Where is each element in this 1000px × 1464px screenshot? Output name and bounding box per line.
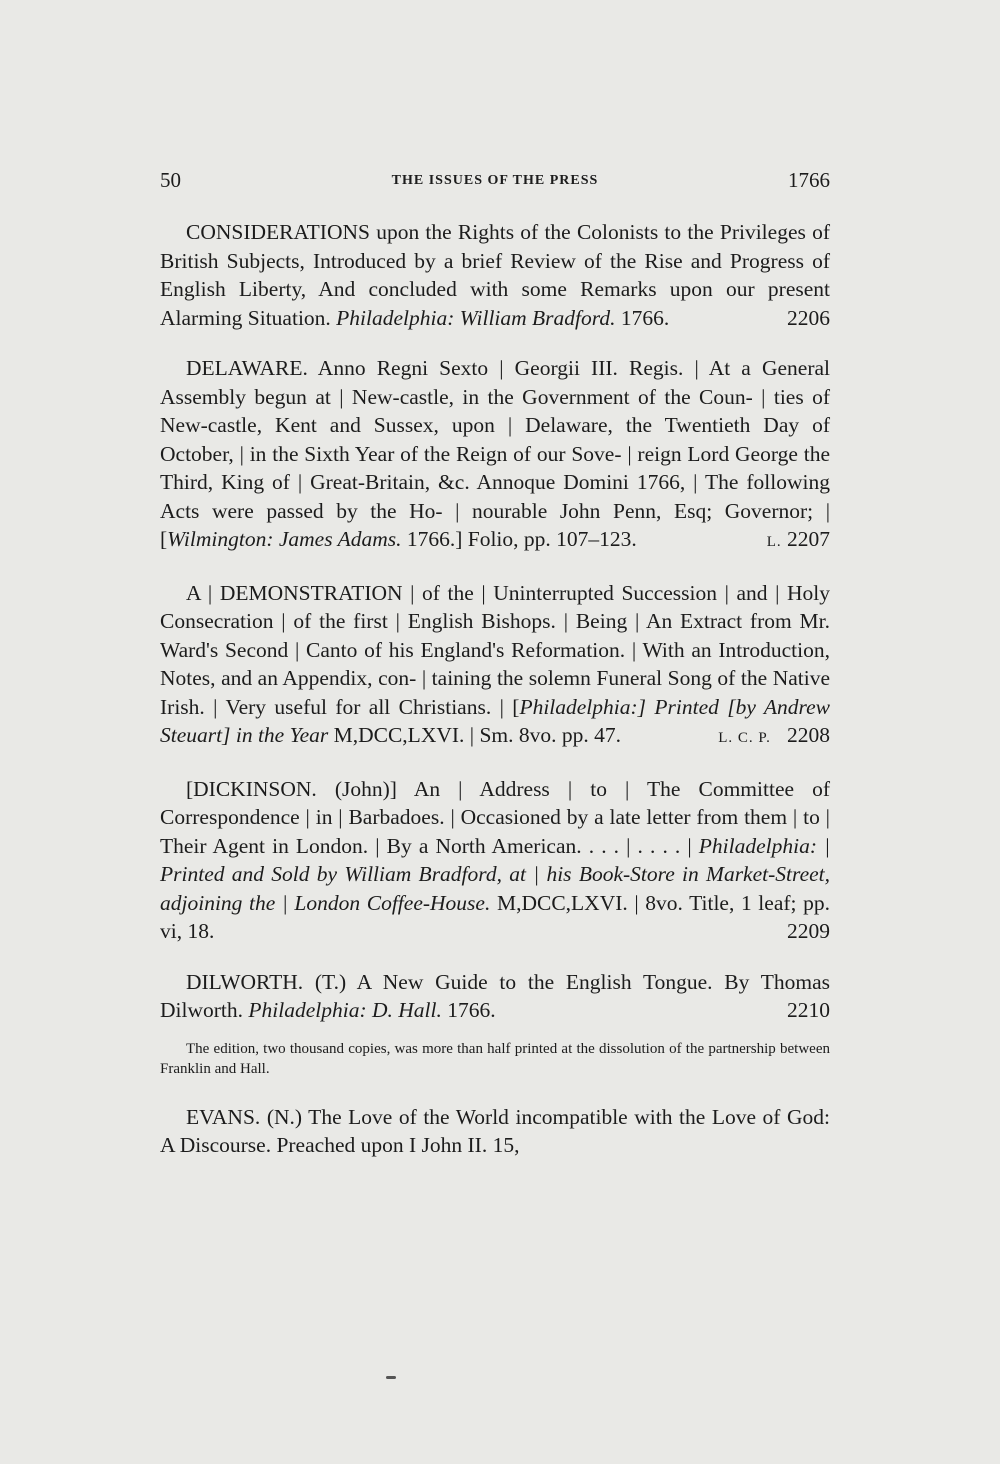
entry-2209 xyxy=(160,775,830,946)
entry-2208 xyxy=(160,579,830,753)
entry-tail: 1766.] Folio, pp. 107–123. xyxy=(401,527,637,551)
entry-tail: 1766. xyxy=(615,305,670,330)
entry-imprint: Wilmington: James Adams. xyxy=(167,527,402,551)
entry-text: DELAWARE. Anno Regni Sexto | Georgii III. Regis. | At a General Assembly begun at | New-castle, in the Government of the Coun- | ties of New-castle, Kent and Sussex, upon | Delaware, the Twentieth Day of October, | in the Sixth Year of the Reign of our Sove- | reign Lord George the Third, King of | Great-Britain, &c. Annoque Domini 1766, | The following Acts were passed by the Ho- | nourable John Penn, Esq; Governor; | [ xyxy=(160,356,830,551)
entry-2206 xyxy=(160,218,830,332)
library-code: L. xyxy=(766,534,782,550)
running-year: 1766 xyxy=(788,168,830,192)
entry-imprint: Philadelphia: William Bradford. xyxy=(336,305,616,330)
entry-imprint: Philadelphia: | Printed and Sold by William Bradford, at | his Book-Store in Market-Street, adjoining the | London Coffee-House. xyxy=(160,833,831,915)
ink-speck xyxy=(386,1376,396,1379)
entry-number: 2207 xyxy=(787,527,830,551)
entry-text: A | DEMONSTRATION | of the | Uninterrupted Succession | and | Holy Consecration | of the first | English Bishops. | Being | An Extract from Mr. Ward's Second | Canto of his England's Reformation. | With an Introduction, Notes, and an Appendix, con- | taining the solemn Funeral Song of the Native Irish. | Very useful for all Christians. | [ xyxy=(160,580,830,719)
bibliography-entries xyxy=(160,218,830,1182)
page-number: 50 xyxy=(160,168,181,192)
entry-tail: M,DCC,LXVI. | 8vo. Title, 1 leaf; pp. vi, 18. xyxy=(160,890,830,943)
entry-number-group xyxy=(718,721,830,753)
entry-number: 2208 xyxy=(787,723,830,747)
entry-text: [DICKINSON. (John)] An | Address | to | The Committee of Correspondence | in | Barbadoes. | Occasioned by a late letter from them | to | Their Agent in London. | By a North American. . . . | . . . . | xyxy=(160,776,830,858)
entry-text: CONSIDERATIONS upon the Rights of the Colonists to the Privileges of British Subjects, Introduced by a brief Review of the Rise and Progress of English Liberty, And concluded with some Remarks upon our present Alarming Situation. xyxy=(160,220,830,330)
entry-imprint: Philadelphia: D. Hall. xyxy=(248,998,442,1022)
entry-evans xyxy=(160,1103,830,1160)
entry-note: The edition, two thousand copies, was more than half printed at the dissolution of the partnership between Franklin and Hall. xyxy=(160,1040,830,1077)
entry-number: 2210 xyxy=(787,998,830,1022)
entry-text: DILWORTH. (T.) A New Guide to the English Tongue. By Thomas Dilworth. xyxy=(160,969,830,1022)
running-head xyxy=(160,168,830,198)
entry-text: EVANS. (N.) The Love of the World incompatible with the Love of God: A Discourse. Preached upon I John II. 15, xyxy=(160,1104,830,1157)
entry-tail: M,DCC,LXVI. | Sm. 8vo. pp. 47. xyxy=(328,723,622,747)
entry-imprint: Philadelphia:] Printed [by Andrew Steuart] in the Year xyxy=(160,694,831,747)
entry-number: 2209 xyxy=(787,919,830,943)
library-code: L. C. P. xyxy=(718,730,771,746)
entry-tail: 1766. xyxy=(441,998,496,1022)
entry-2210 xyxy=(160,968,830,1025)
entry-number: 2206 xyxy=(787,305,830,330)
running-title: THE ISSUES OF THE PRESS xyxy=(391,173,599,188)
entry-2207 xyxy=(160,354,830,557)
entry-number-group xyxy=(767,525,830,557)
